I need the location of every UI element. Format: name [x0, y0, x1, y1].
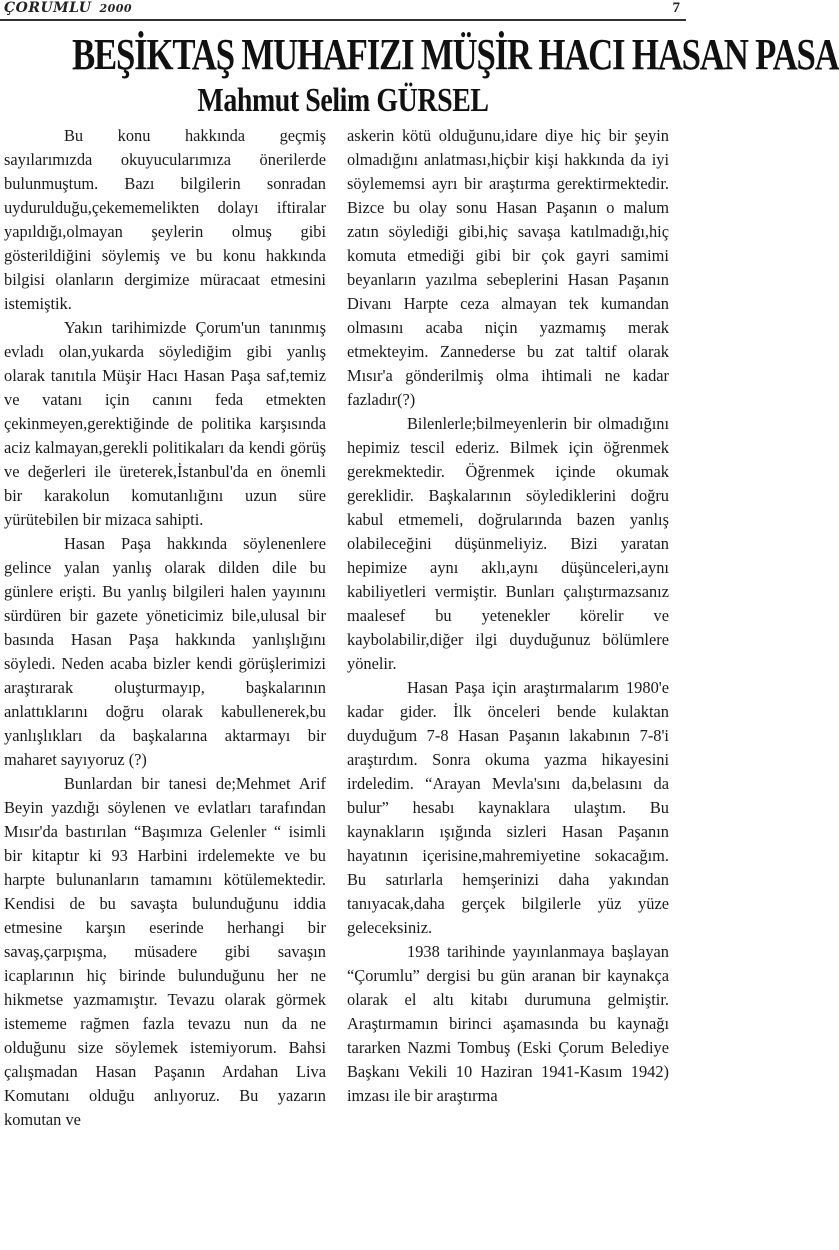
page-header — [0, 0, 686, 20]
paragraph: Hasan Paşa hakkında söylenenlere gelince yalan yanlış olarak dilden dile bu günlere erişti. Bu yanlış bilgileri halen yayınını sürdüren bir gazete yöneticimiz bile,ulusal bir basında Hasan Paşa hakkında yanlışlığını söyledi. Neden acaba bizler kendi görüşlerimizi araştırarak oluşturmayıp, başkalarının anlattıklarını doğru olarak kabullenerek,bu yanlışlıkları da başkalarına aktarmayı bir maharet sayıyoruz (?) — [4, 534, 326, 769]
right-column — [347, 124, 669, 1108]
article-title: BEŞİKTAŞ MUHAFIZI MÜŞİR HACI HASAN PASA — [72, 30, 839, 79]
paragraph: Bilenlerle;bilmeyenlerin bir olmadığını hepimiz tescil ederiz. Bilmek için öğrenmek gerekmektedir. Öğrenmek içinde okumak gereklidir. Başkalarının söylediklerini doğru kabul etmemeli, doğrularında bazen yanlış olabileceğini düşünmeliyiz. Bizi yaratan hepimize aynı aklı,aynı düşünceleri,aynı kabiliyetleri vermiştir. Bunları çalıştırmazsanız maalesef bu yetenekler körelir ve kaybolabilir,diğer ilgi duyduğunuz bölümlere yönelir. — [347, 414, 669, 673]
paragraph: Bunlardan bir tanesi de;Mehmet Arif Beyin yazdığı söylenen ve evlatları tarafından Mısır'da bastırılan “Başımıza Gelenler “ isimli bir kitaptır ki 93 Harbini irdelemekte ve bu harpte bulunanların tamamını kötülemektedir. Kendisi de bu savaşta bulunduğunu iddia etmesine karşın eserinde herhangi bir savaş,çarpışma, müsadere gibi savaşın icaplarının hiç birinde bulunduğunu her ne hikmetse yazmamıştır. Tevazu olarak görmek istememe rağmen fazla tevazu nun da ne olduğunu size söylemek istemiyorum. Bahsi çalışmadan Hasan Paşanın Ardahan Liva Komutanı olduğu anlıyoruz. Bu yazarın komutan ve — [4, 774, 326, 1129]
paragraph: askerin kötü olduğunu,idare diye hiç bir şeyin olmadığını anlatması,hiçbir kişi hakkında da iyi söylememsi ayrı bir araştırma gerektirmektedir. Bizce bu olay sonu Hasan Paşanın o malum zatın söylediği gibi,hiç savaşa katılmadığı,hiç komuta etmediği gibi bir çok gayri samimi beyanların yazılma sebeplerini Hasan Paşanın Divanı Harpte ceza almayan tek kumandan olmasını acaba niçin yazmamış merak etmekteyim. Zannederse bu zat taltif olarak Mısır'a gönderilmiş olma ihtimali ne kadar fazladır(?) — [347, 126, 669, 409]
left-column — [4, 124, 326, 1132]
masthead-year: 2000 — [99, 2, 133, 15]
paragraph: Bu konu hakkında geçmiş sayılarımızda okuyucularımıza önerilerde bulunmuştum. Bazı bilgilerin sonradan uydurulduğu,çekememelikten dolayı iftiralar yapıldığı,olmayan şeylerin olmuş gibi gösterildiğini söylemiş ve bu konu hakkında bilgisi olanların dergimize müracaat etmesini istemiştik. — [4, 126, 326, 313]
header-rule — [0, 19, 686, 21]
article-author: Mahmut Selim GÜRSEL — [197, 82, 489, 119]
paragraph: Hasan Paşa için araştırmalarım 1980'e kadar gider. İlk önceleri bende kulaktan duyduğum 7-8 Hasan Paşanın lakabının 7-8'i araştırdım. Sonra okuma yazma hikayesini irdeledim. “Arayan Mevla'sını da,belasını da bulur” hesabı kaynaklara ulaştım. Bu kaynakların ışığında sizleri Hasan Paşanın hayatının içerisine,mahremiyetine sokacağım. Bu satırlarla hemşerinizi daha yakından tanıyacak,daha gerçek bilgilerle yüz yüze geleceksiniz. — [347, 678, 669, 937]
paragraph: 1938 tarihinde yayınlanmaya başlayan “Çorumlu” dergisi bu gün aranan bir kaynakça olarak el altı kitabı durumuna gelmiştir. Araştırmamın birinci aşamasında bu kaynağı tararken Nazmi Tombuş (Eski Çorum Belediye Başkanı Vekili 10 Haziran 1941-Kasım 1942) imzası ile bir araştırma — [347, 942, 669, 1105]
paragraph: Yakın tarihimizde Çorum'un tanınmış evladı olan,yukarda söylediğim gibi yanlış olarak tanıtıla Müşir Hacı Hasan Paşa saf,temiz ve vatanı için canını feda etmekten çekinmeyen,gerektiğinde de politika karşısında aciz kalmayan,gerekli politikaları da kendi görüş ve değerleri ile üreterek,İstanbul'da en önemli bir karakolun komutanlığını uzun süre yürütebilen bir mizaca sahipti. — [4, 318, 326, 529]
masthead — [4, 0, 132, 16]
masthead-title: ÇORUMLU — [4, 0, 92, 16]
page-number: 7 — [672, 0, 680, 16]
